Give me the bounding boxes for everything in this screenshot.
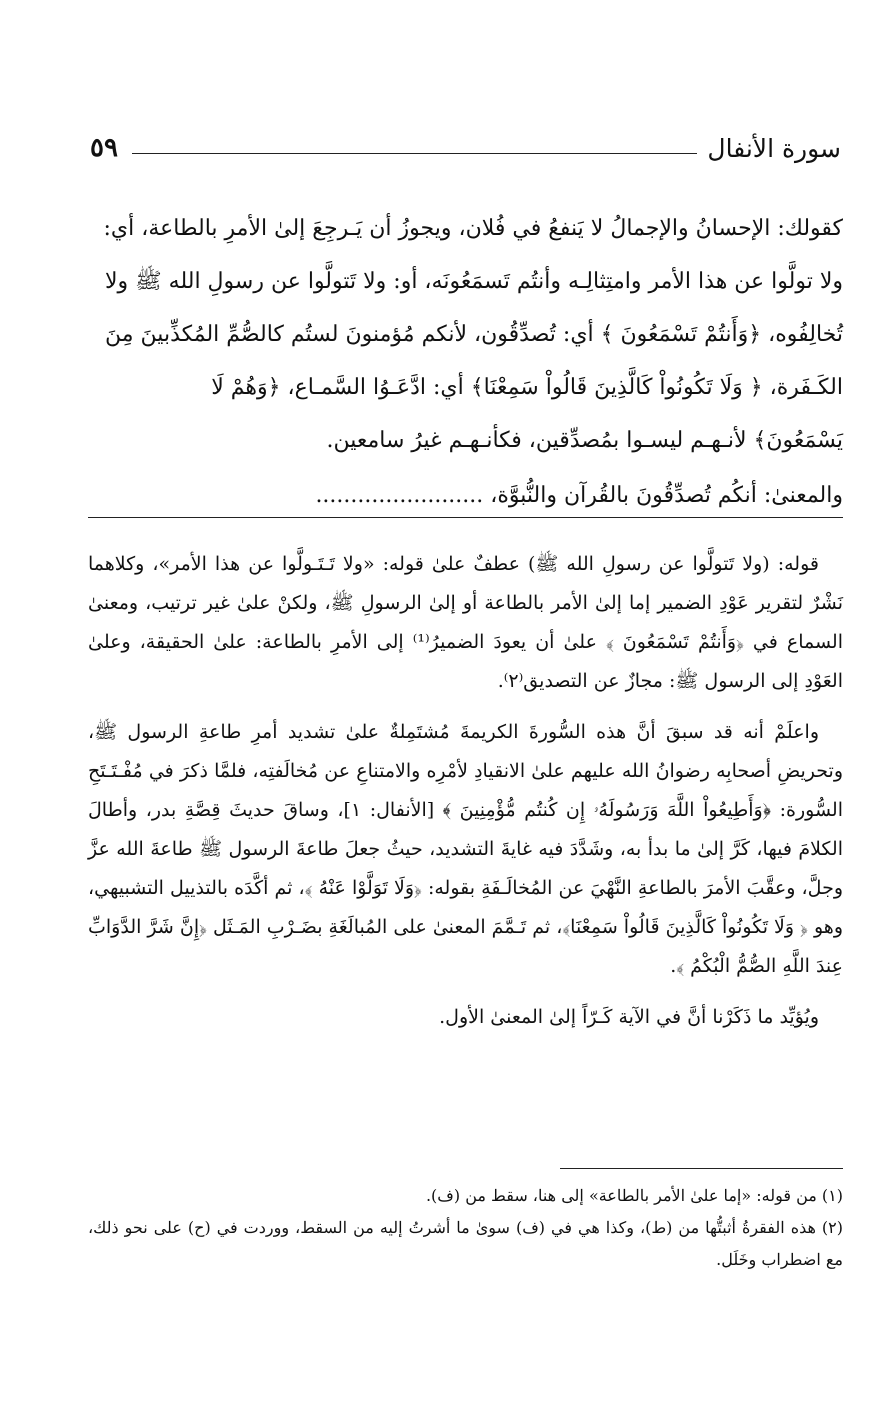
- commentary-paragraph: واعلَمْ أنه قد سبقَ أنَّ هذه السُّورةَ الكريمةَ مُشتَمِلةٌ علىٰ تشديد أمرِ طاعةِ الرسول ﷺ، وتحريضِ أصحابِه رضوانُ الله عليهم علىٰ الانقيادِ لأمْرِه والامتناعِ عن مُخالَفتِه، فلمَّا ذكرَ في مُفْـتَـتَحِ السُّورة: ﴿وَأَطِيعُواْ اللَّهَ وَرَسُولَهُۥ إِن كُنتُم مُّؤْمِنِينَ ﴾ [الأنفال: ١]، وساقَ حديثَ قِصَّةِ بدر، وأطالَ الكلامَ فيها، كَرَّ إلىٰ ما بدأ به، وشَدَّدَ فيه غايةَ التشديد، حيثُ جعلَ طاعةَ الرسول ﷺ طاعةَ الله عزَّ وجلَّ، وعقَّبَ الأمرَ بالطاعةِ النَّهْيَ عن المُخالَـفَةِ بقوله: ﴿وَلَا تَوَلَّوْا عَنْهُ ﴾، ثم أكَّدَه بالتذييل التشبيهي، وهو ﴿ وَلَا تَكُونُواْ كَالَّذِينَ قَالُواْ سَمِعْنَا﴾، ثم تَـمَّمَ المعنىٰ على المُبالَغَةِ بضَـرْبِ المَـثَل ﴿إِنَّ شَرَّ الدَّوَابِّ عِندَ اللَّهِ الصُّمُّ الْبُكْمُ ﴾.: [88, 721, 843, 977]
- main-text-divider: [88, 517, 843, 518]
- footnote-divider: [560, 1168, 843, 1169]
- footnote: (١) من قوله: «إما علىٰ الأمر بالطاعة» إلى هنا، سقط من (ف).: [425, 1186, 843, 1205]
- main-line: ولا تولَّوا عن هذا الأمر وامتِثالِـه وأنتُم تَسمَعُونَه، أو: ولا تَتولَّوا عن رسولِ الله ﷺ ولا: [104, 269, 843, 294]
- main-line: الكَـفَرة، ﴿ وَلَا تَكُونُواْ كَالَّذِينَ قَالُواْ سَمِعْنَا﴾ أي: ادَّعَـوُا السَّمـاع، ﴿وَهُمْ لَا: [211, 375, 843, 400]
- commentary-paragraph: قوله: (ولا تَتولَّوا عن رسولِ الله ﷺ) عطفٌ علىٰ قوله: «ولا تَـتَـولَّوا عن هذا الأمر»، وكلاهما نَشْرٌ لتقرير عَوْدِ الضمير إما إلىٰ الأمر بالطاعة أو إلىٰ الرسولِ ﷺ، ولكنْ علىٰ غير ترتيب، ومعنىٰ السماع في ﴿وَأَنتُمْ تَسْمَعُونَ ﴾ علىٰ أن يعودَ الضميرُ⁽¹⁾ إلى الأمرِ بالطاعة: علىٰ الحقيقة، وعلىٰ العَوْدِ إلى الرسول ﷺ: مجازٌ عن التصديق⁽٢⁾.: [88, 553, 843, 692]
- page-header: [90, 128, 841, 168]
- footnotes: [88, 1180, 843, 1276]
- commentary-paragraph: ويُؤيِّد ما ذَكَرْنا أنَّ في الآية كَـرّاً إلىٰ المعنىٰ الأول.: [439, 1006, 819, 1028]
- commentary: [88, 545, 843, 1049]
- page-number: ٥٩: [90, 133, 118, 163]
- main-line: تُخالِفُوه، ﴿وَأَنتُمْ تَسْمَعُونَ ﴾ أي: تُصدِّقُون، لأنكم مُؤمنونَ لستُم كالصُّمِّ المُكذِّبينَ مِنَ: [105, 322, 843, 347]
- header-rule: [132, 153, 697, 154]
- meaning-line: والمعنىٰ: أنكُم تُصدِّقُونَ بالقُرآن والنُّبوَّة، ........................: [315, 483, 843, 508]
- main-text: [88, 202, 843, 522]
- surah-title: سورة الأنفال: [707, 133, 841, 163]
- main-line: كقولك: الإحسانُ والإجمالُ لا يَنفعُ في فُلان، ويجوزُ أن يَـرجِعَ إلىٰ الأمرِ بالطاعة، أي:: [103, 216, 843, 241]
- footnote: (٢) هذه الفقرةُ أثبتُّها من (ط)، وكذا هي في (ف) سوىٰ ما أشرتُ إليه من السقط، ووردت في (ح) على نحو ذلك، مع اضطراب وخَلَل.: [88, 1218, 843, 1269]
- main-line: يَسْمَعُونَ﴾ لأنـهـم ليسـوا بمُصدِّقين، فكأنـهـم غيرُ سامعين.: [326, 428, 843, 453]
